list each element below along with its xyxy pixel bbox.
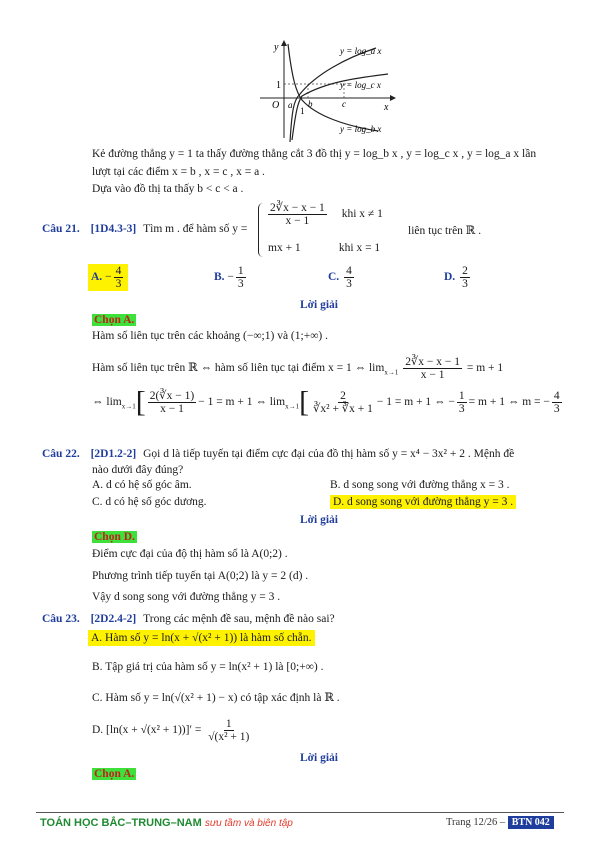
log-graph-svg bbox=[256, 38, 396, 143]
q21-sol3-frac3 bbox=[457, 390, 467, 415]
q21-sol-line-1: Hàm số liên tục trên các khoảng (−∞;1) và (1;+∞) . bbox=[92, 330, 328, 342]
q21-opt-a-den: 3 bbox=[115, 278, 122, 291]
q23-label: Câu 23. bbox=[42, 613, 80, 625]
q21-sol2-text: Hàm số liên tục trên ℝ ⇔ hàm số liên tục tại điểm x = 1 ⇔ lim bbox=[92, 362, 385, 375]
q22-prompt-1: Gọi d là tiếp tuyến tại điểm cực đại của đồ thị hàm số y = x⁴ − 3x² + 2 . Mệnh đề bbox=[143, 448, 515, 460]
q21-prompt: Tìm m . để hàm số y = bbox=[143, 223, 248, 235]
q23-option-c[interactable]: C. Hàm số y = ln(√(x² + 1) − x) có tập xác định là ℝ . bbox=[92, 692, 340, 704]
q21-case1-cond: khi x ≠ 1 bbox=[341, 208, 383, 221]
q21-sol3-den1: x − 1 bbox=[160, 403, 184, 416]
q21-sol3-mid2: − 1 = m + 1 ⇔ − bbox=[376, 396, 455, 409]
curve-label-c: y = log_c x bbox=[340, 80, 381, 90]
footer-badge: BTN 042 bbox=[508, 816, 554, 829]
q22-choice: Chọn D. bbox=[94, 531, 135, 543]
q22-tag: [2D1.2-2] bbox=[90, 448, 137, 460]
q21-sol2-limsub: x→1 bbox=[384, 368, 399, 377]
q22-solution-title: Lời giải bbox=[300, 514, 338, 526]
q22-option-a[interactable]: A. d có hệ số góc âm. bbox=[92, 479, 192, 491]
q23-opt-d-den: √(x² + 1) bbox=[208, 731, 250, 744]
q21-opt-d-den: 3 bbox=[462, 278, 468, 291]
q21-opt-b-den: 3 bbox=[237, 278, 244, 291]
graph-label-y: y bbox=[274, 42, 279, 53]
footer-page bbox=[446, 817, 554, 828]
q21-header bbox=[42, 223, 247, 235]
q23-solution-title: Lời giải bbox=[300, 752, 338, 764]
q21-sol3-frac4 bbox=[552, 390, 562, 415]
y-axis-arrow bbox=[281, 40, 287, 46]
footer-page-number: Trang 12/26 – bbox=[446, 817, 506, 828]
q21-sol3-den2: ∛x² + ∛x + 1 bbox=[313, 403, 373, 416]
q23-opt-d-frac bbox=[206, 718, 251, 743]
q21-opt-b-letter: B. bbox=[214, 271, 225, 284]
q21-opt-b-frac bbox=[236, 265, 246, 290]
q22-option-d[interactable]: D. d song song với đường thẳng y = 3 . bbox=[330, 495, 516, 509]
q23-option-a[interactable]: A. Hàm số y = ln(x + √(x² + 1)) là hàm số chẵn. bbox=[88, 630, 315, 646]
q21-opt-a-sign: − bbox=[105, 271, 112, 284]
q21-sol2-rhs: = m + 1 bbox=[466, 362, 504, 375]
intro-line-1: Kẻ đường thẳng y = 1 ta thấy đường thẳng cắt 3 đồ thị y = log_b x , y = log_c x , y = log_a x lần bbox=[92, 148, 537, 160]
q21-brace bbox=[258, 203, 263, 257]
q21-sol3-frac2 bbox=[311, 390, 375, 415]
q23-opt-d-text: D. [ln(x + √(x² + 1))]′ = bbox=[92, 724, 202, 737]
graph-tick-one: 1 bbox=[300, 106, 305, 116]
q21-case2-cond: khi x = 1 bbox=[338, 242, 381, 254]
q21-solution-title: Lời giải bbox=[300, 299, 338, 311]
graph-label-x: x bbox=[384, 102, 389, 113]
q23-option-d[interactable] bbox=[92, 718, 253, 743]
q21-case-2 bbox=[268, 242, 380, 254]
q22-option-c[interactable]: C. d có hệ số góc dương. bbox=[92, 496, 207, 508]
curve-label-b: y = log_b x bbox=[340, 124, 382, 134]
q21-sol2-frac bbox=[403, 356, 462, 381]
intro-line-3: Dựa vào đồ thị ta thấy b < c < a . bbox=[92, 183, 244, 195]
q21-sol3-lbracket2: [ bbox=[299, 385, 310, 419]
q22-sol-line-1: Điểm cực đại của độ thị hàm số là A(0;2) . bbox=[92, 548, 288, 560]
q21-opt-c-den: 3 bbox=[346, 278, 352, 291]
q21-sol3-end: = m + 1 ⇔ m = − bbox=[468, 396, 550, 409]
footer-brand bbox=[40, 817, 293, 829]
q21-opt-b-sign: − bbox=[227, 271, 234, 284]
q21-sol3-num4: 4 bbox=[553, 390, 560, 402]
q21-choice: Chọn A. bbox=[94, 314, 135, 326]
q21-opt-c-num: 4 bbox=[346, 265, 352, 277]
q21-sol3-lim: ⇔ lim bbox=[92, 396, 122, 409]
log-graph bbox=[256, 38, 396, 143]
q21-opt-b-num: 1 bbox=[237, 265, 244, 277]
q21-sol3-den4: 3 bbox=[553, 403, 560, 416]
q21-sol3-num1: 2(∛x − 1) bbox=[149, 390, 195, 402]
q21-sol-line-2 bbox=[92, 356, 503, 381]
footer-brand-sub: sưu tầm và biên tập bbox=[204, 818, 293, 829]
q21-sol3-limsub: x→1 bbox=[121, 402, 136, 411]
q21-option-c[interactable] bbox=[328, 265, 356, 290]
q21-sol2-den: x − 1 bbox=[420, 369, 445, 382]
q23-tag: [2D2.4-2] bbox=[90, 613, 137, 625]
q22-sol-line-2: Phương trình tiếp tuyến tại A(0;2) là y = 2 (d) . bbox=[92, 570, 309, 582]
graph-label-one: 1 bbox=[276, 80, 281, 91]
q23-prompt: Trong các mệnh đề sau, mệnh đề nào sai? bbox=[143, 613, 335, 625]
curve-label-a: y = log_a x bbox=[340, 46, 382, 56]
q21-tail: liên tục trên ℝ . bbox=[408, 225, 482, 237]
q23-choice: Chọn A. bbox=[94, 768, 135, 780]
q21-option-b[interactable] bbox=[214, 265, 248, 290]
q21-option-a[interactable] bbox=[88, 264, 128, 291]
q21-opt-d-letter: D. bbox=[444, 271, 456, 284]
q21-sol3-den3: 3 bbox=[458, 403, 465, 416]
q21-case1-den: x − 1 bbox=[285, 215, 310, 228]
q22-sol-line-3: Vậy d song song với đường thẳng y = 3 . bbox=[92, 591, 281, 603]
footer-divider bbox=[36, 812, 564, 813]
graph-tick-c: c bbox=[342, 99, 346, 109]
q21-tag: [1D4.3-3] bbox=[90, 223, 137, 235]
q21-opt-a-frac bbox=[114, 265, 124, 290]
footer-brand-text: TOÁN HỌC BẮC–TRUNG–NAM bbox=[40, 817, 202, 829]
q22-header bbox=[42, 448, 514, 460]
q21-sol2-num: 2∛x − x − 1 bbox=[405, 356, 460, 368]
graph-tick-b: b bbox=[308, 99, 313, 109]
q21-sol3-lbracket: [ bbox=[135, 385, 146, 419]
q23-opt-d-num: 1 bbox=[225, 718, 232, 730]
q21-opt-d-num: 2 bbox=[462, 265, 468, 277]
graph-tick-a: a bbox=[288, 100, 293, 110]
q21-case1-num: 2∛x − x − 1 bbox=[270, 202, 325, 214]
q21-label: Câu 21. bbox=[42, 223, 80, 235]
q21-option-d[interactable] bbox=[444, 265, 472, 290]
q22-option-b[interactable]: B. d song song với đường thẳng x = 3 . bbox=[330, 479, 510, 491]
intro-line-2: lượt tại các điểm x = b , x = c , x = a . bbox=[92, 166, 265, 178]
q21-case-1 bbox=[266, 202, 383, 227]
q21-opt-d-frac bbox=[460, 265, 470, 290]
q21-sol3-num3: 1 bbox=[458, 390, 465, 402]
q21-sol-line-3 bbox=[92, 385, 564, 419]
graph-label-origin: O bbox=[272, 100, 280, 111]
x-axis-arrow bbox=[390, 95, 396, 101]
q21-sol3-num2: 2 bbox=[340, 390, 346, 402]
q21-opt-a-num: 4 bbox=[115, 265, 122, 277]
q21-sol3-limsub2: x→1 bbox=[285, 402, 300, 411]
q21-opt-c-letter: C. bbox=[328, 271, 340, 284]
q22-prompt-2: nào dưới đây đúng? bbox=[92, 464, 184, 476]
q21-opt-c-frac bbox=[344, 265, 354, 290]
q21-opt-a-letter: A. bbox=[91, 271, 103, 284]
q22-label: Câu 22. bbox=[42, 448, 80, 460]
q21-sol3-mid: − 1 = m + 1 ⇔ lim bbox=[198, 396, 286, 409]
q23-header bbox=[42, 613, 335, 625]
q23-option-b[interactable]: B. Tập giá trị của hàm số y = ln(x² + 1) là [0;+∞) . bbox=[92, 661, 324, 673]
q21-case2-expr: mx + 1 bbox=[268, 242, 301, 254]
q21-case1-frac bbox=[268, 202, 327, 227]
q21-sol3-frac1 bbox=[148, 390, 196, 415]
